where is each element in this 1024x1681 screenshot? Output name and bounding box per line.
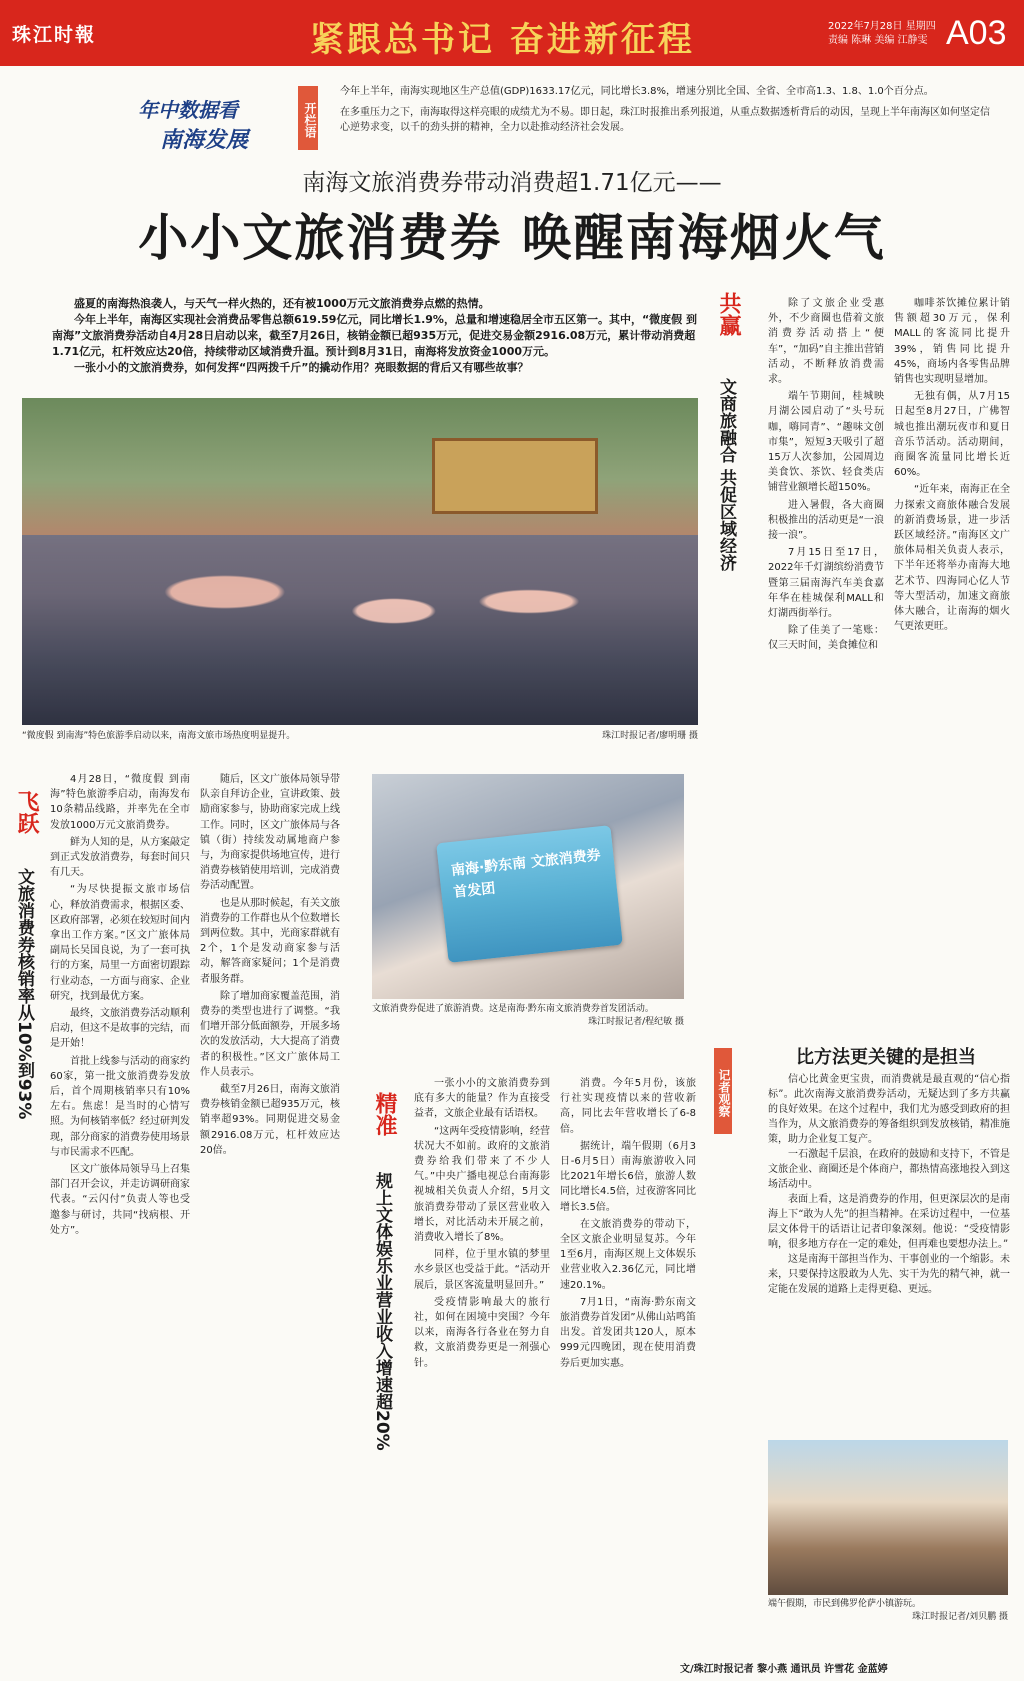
editor-credit: 责编 陈琳 美编 江静雯	[828, 35, 928, 46]
street-photo	[768, 1440, 1008, 1595]
paragraph: 一张小小的文旅消费券到底有多大的能量？作为直接受益者，文旅企业最有话语权。	[414, 1078, 550, 1120]
column-logo	[138, 94, 248, 154]
paragraph: 最终，文旅消费券活动顺利启动，但这不是故事的完结，而是开始！	[50, 1008, 190, 1050]
paragraph: 一石激起千层浪，在政府的鼓励和支持下，不管是文旅企业、商圈还是个体商户，都热情高涨地投入到这场活动中。	[768, 1149, 1010, 1190]
crowd-graphic	[22, 535, 698, 725]
jingzhun-column-2	[560, 1076, 696, 1373]
photo-credit: 珠江时报记者/刘贝鹏 摄	[912, 1612, 1008, 1622]
coupon-photo	[372, 774, 684, 999]
paragraph: “这两年受疫情影响，经营状况大不如前。政府的文旅消费券给我们带来了不少人气。”中央广播电视总台南海影视城相关负责人介绍，5月文旅消费券带动了景区营业收入增长，对比活动未开展之前，消费收入增长了8%。	[414, 1125, 550, 1244]
paragraph: 首批上线参与活动的商家约60家，第一批文旅消费券发放后，首个周期核销率只有10%左右。焦虑！是当时的心情写照。为何核销率低？经过研判发现，部分商家的消费券使用场景与市民需求不匹配。	[50, 1055, 190, 1158]
date-info	[828, 20, 936, 48]
paragraph: 在文旅消费券的带动下，全区文旅企业明显复苏。今年1至6月，南海区规上文体娱乐业营业收入2.36亿元，同比增速20.1%。	[560, 1218, 696, 1291]
issue-date: 2022年7月28日 星期四	[828, 21, 936, 32]
paragraph: 除了文旅企业受惠外，不少商圈也借着文旅消费券活动搭上“便车”，“加码”自主推出营销活动，不断释放消费需求。	[768, 298, 884, 386]
feiyue-column-2	[200, 772, 340, 1160]
intro-paragraph: 在多重压力之下，南海取得这样亮眼的成绩尤为不易。即日起，珠江时报推出系列报道，从重点数据透析背后的动因，呈现上半年南海区如何坚定信心逆势求变，以千的劲头拼的精神，全力以赴推动经济社会发展。	[340, 107, 990, 133]
paragraph: 进入暑假，各大商圈积极推出的活动更是“一浪接一浪”。	[768, 499, 884, 542]
section-badge-feiyue: 飞跃	[14, 790, 40, 834]
paragraph: 消费。今年5月份，该旅行社实现疫情以来的营收新高，同比去年营收增长了6-8倍。	[560, 1078, 696, 1135]
photo-credit: 珠江时报记者/廖明珊 摄	[602, 731, 698, 741]
paragraph: 端午节期间，桂城映月湖公园启动了“头号玩咖，嗨同青”、“趣味文创市集”，短短3天吸引了超15万人次参加，公园周边美食饮、茶饮、轻食类店铺营业额增长超150%。	[768, 391, 884, 494]
paragraph: “近年来，南海正在全力探索文商旅体融合发展的新消费场景，进一步活跃区域经济。”南海区文广旅体局相关负责人表示，下半年还将举办南海大地艺术节、四海同心亿人节等大型活动，加速文商旅体大融合，让南海的烟火气更浓更旺。	[894, 484, 1010, 633]
feiyue-column-1	[50, 772, 190, 1240]
page-number: A03	[946, 14, 1007, 52]
paragraph: 受疫情影响最大的旅行社，如何在困境中突围？今年以来，南海各行各业在努力自救，文旅消费券更是一剂强心针。	[414, 1296, 550, 1369]
photo-caption-text: 端午假期，市民到佛罗伦萨小镇游玩。	[768, 1599, 922, 1609]
photo-credit: 珠江时报记者/程纪敏 摄	[588, 1017, 684, 1027]
paragraph: 无独有偶，从7月15日起至8月27日，广佛智城也推出潮玩夜市和夏日音乐节活动。活动期间，商圈客流量同比增长近60%。	[894, 391, 1010, 479]
commentary-badge: 记者观察	[714, 1048, 732, 1134]
commentary-body	[768, 1072, 1010, 1297]
article-kicker: 南海文旅消费券带动消费超1.71亿元——	[302, 170, 722, 196]
column-intro	[340, 84, 990, 135]
paragraph: 随后，区文广旅体局领导带队亲自拜访企业，宣讲政策、鼓励商家参与，协助商家完成上线工作。同时，区文广旅体局与各镇（街）持续发动属地商户参与，为商家提供场地宣传，进行消费券核销使用培训，完成消费券活动配置。	[200, 774, 340, 892]
gongying-column-1	[768, 296, 884, 656]
coupon-graphic	[436, 825, 623, 963]
paragraph: 区文广旅体局领导马上召集部门召开会议，并走访调研商家代表。“云闪付”负责人等也受邀参与研讨，共同“找病根、开处方”。	[50, 1164, 190, 1236]
lead-paragraph: 盛夏的南海热浪袭人，与天气一样火热的，还有被1000万元文旅消费券点燃的热情。	[74, 297, 490, 310]
paragraph: 咖啡茶饮摊位累计销售额超30万元，保利MALL的客流同比提升39%，销售同比提升45%，商场内各零售品牌销售也实现明显增加。	[894, 298, 1010, 386]
paragraph: 也是从那时候起，有关文旅消费券的工作群也从个位数增长到两位数。其中，光商家群就有2个，1个是发动商家参与活动，解答商家疑问；1个是消费者服务群。	[200, 897, 340, 985]
lead-paragraph: 今年上半年，南海区实现社会消费品零售总额619.59亿元，同比增长1.9%，总量和增速稳居全市五区第一。其中，“微度假 到南海”文旅消费券活动自4月28日启动以来，截至7月26日，核销金额已超935万元，促进交易金额2916.08万元，累计带动消费超1.71亿元，杠杆效应达20倍，持续带动区域消费升温。预计到8月31日，南海将发放资金1000万元。	[52, 313, 698, 358]
paragraph: 截至7月26日，南海文旅消费券核销金额已超935万元，核销率超93%。同期促进交易金额2916.08万元，杠杆效应达20倍。	[200, 1084, 340, 1156]
gongying-column-2	[894, 296, 1010, 636]
section-badge-jingzhun: 精准	[372, 1092, 398, 1136]
article-headline: 小小文旅消费券 唤醒南海烟火气	[138, 209, 886, 267]
section-title-feiyue: 文旅消费券核销率从10%到93%	[14, 868, 34, 1120]
paper-logo: 珠江时報	[12, 24, 97, 46]
section-title-gongying: 文商旅融合 共促区域经济	[716, 378, 736, 571]
jingzhun-column-1	[414, 1076, 550, 1373]
column-logo-line2: 南海发展	[160, 128, 249, 153]
paragraph: 除了佳美了一笔账：仅三天时间，美食摊位和	[768, 625, 884, 652]
paragraph: 鲜为人知的是，从方案敲定到正式发放消费券，每套时间只有几天。	[50, 836, 190, 879]
photo-caption-text: 文旅消费券促进了旅游消费。这是南海·黔东南文旅消费券首发团活动。	[372, 1004, 654, 1014]
paragraph: 7月1日，“南海·黔东南文旅消费券首发团”从佛山站鸣笛出发。首发团共120人，原本999元四晚团，现在使用消费券后更加实惠。	[560, 1296, 696, 1369]
paragraph: 同样，位于里水镇的梦里水乡景区也受益于此。“活动开展后，景区客流量明显回升。”	[414, 1249, 550, 1291]
paragraph: “为尽快提振文旅市场信心，释放消费需求，根据区委、区政府部署，必须在较短时间内拿出工作方案。”区文广旅体局副局长吴国良说，为了一套可执行的方案，局里一方面密切跟踪行业动态，一方面与商家、企业研究，找到最优方案。	[50, 884, 190, 1002]
section-badge-gongying: 共赢	[716, 292, 742, 336]
lead-paragraph: 一张小小的文旅消费券，如何发挥“四两拨千斤”的撬动作用？亮眼数据的背后又有哪些故事？	[74, 361, 529, 374]
paragraph: 信心比黄金更宝贵，而消费就是最直观的“信心指标”。此次南海文旅消费券活动，无疑达到了多方共赢的良好效果。在这个过程中，我们尤为感受到政府的担当作为，从文旅消费券的筹备组织到发放核销，精准施策，助力企业复工复产。	[768, 1074, 1010, 1145]
photo-caption	[768, 1598, 1008, 1624]
paragraph: 据统计，端午假期（6月3日-6月5日）南海旅游收入同比2021年增长6倍，旅游人数同比增长4.5倍，过夜游客同比增长3.5倍。	[560, 1140, 696, 1213]
photo-caption-text: “微度假 到南海”特色旅游季启动以来，南海文旅市场热度明显提升。	[22, 731, 296, 741]
byline: 文/珠江时报记者 黎小燕 通讯员 许雪花 金蓝婷	[680, 1664, 888, 1675]
column-badge: 开栏语	[298, 86, 318, 150]
intro-paragraph: 今年上半年，南海实现地区生产总值(GDP)1633.17亿元，同比增长3.8%，增速分别比全国、全省、全市高1.3、1.8、1.0个百分点。	[340, 86, 934, 97]
photo-caption	[22, 728, 698, 741]
paragraph: 7月15日至17日，2022年千灯湖缤纷消费节暨第三届南海汽车美食嘉年华在桂城保利MALL和灯湖西街举行。	[768, 547, 884, 620]
signboard-graphic	[432, 438, 598, 514]
coupon-text: 南海·黔东南 文旅消费券首发团	[450, 847, 602, 901]
paragraph: 4月28日，“微度假 到南海”特色旅游季启动，南海发布10条精品线路，并率先在全市发放1000万元文旅消费券。	[50, 774, 190, 831]
paragraph: 表面上看，这是消费券的作用，但更深层次的是南海上下“敢为人先”的担当精神。在采访过程中，一位基层文体骨干的话语让记者印象深刻。他说：“受疫情影响，很多地方存在一定的难处，但再难也要想办法上。”	[768, 1194, 1010, 1250]
page-slogan: 紧跟总书记 奋进新征程	[310, 20, 695, 60]
paragraph: 这是南海干部担当作为、干事创业的一个缩影。未来，只要保持这股敢为人先、实干为先的精气神，就一定能在发展的道路上走得更稳、更远。	[768, 1254, 1010, 1295]
paragraph: 除了增加商家覆盖范围，消费券的类型也进行了调整。“我们增开部分低面额券，开展多场次的发放活动，大大提高了消费者的积极性。”区文广旅体局工作人员表示。	[200, 990, 340, 1078]
article-lead	[52, 296, 698, 376]
photo-caption	[372, 1003, 684, 1029]
section-title-jingzhun: 规上文体娱乐业营业收入增速超20%	[372, 1172, 392, 1451]
column-logo-line1: 年中数据看	[138, 98, 238, 122]
commentary-title: 比方法更关键的是担当	[796, 1047, 976, 1068]
crowd-photo	[22, 398, 698, 725]
